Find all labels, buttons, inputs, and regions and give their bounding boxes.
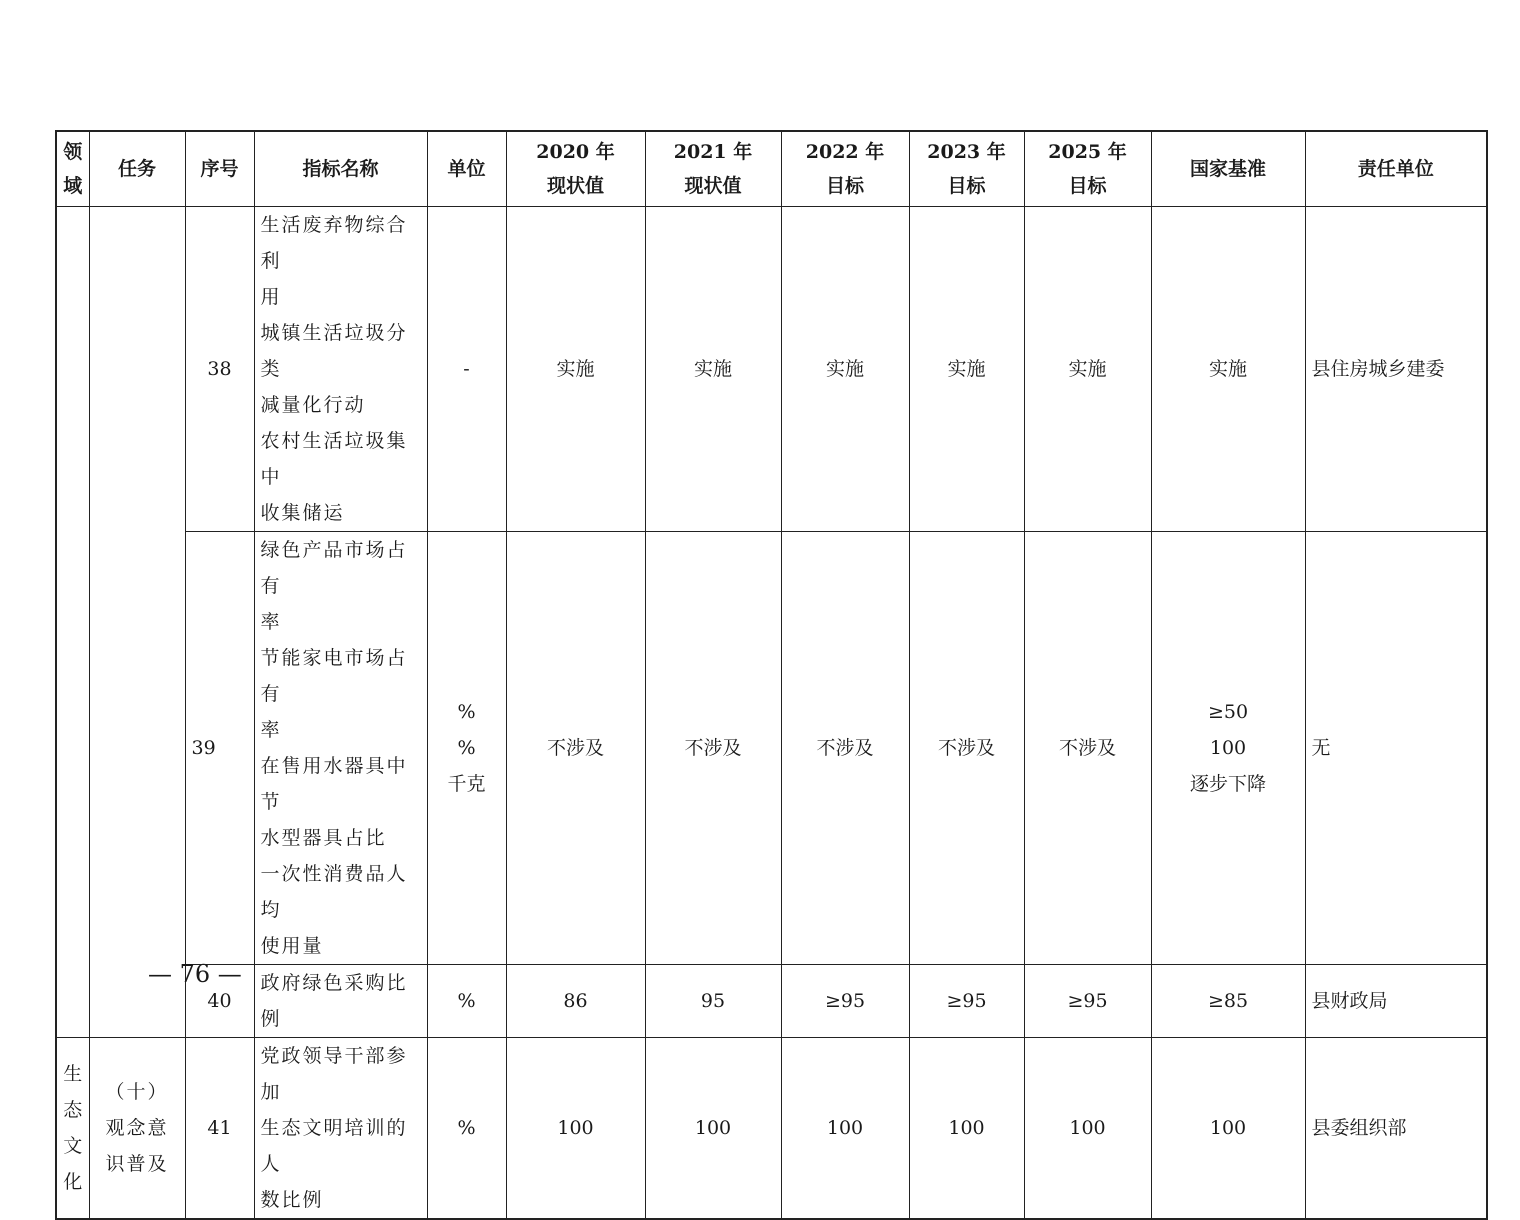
value-2021: 不涉及: [645, 531, 781, 964]
unit-cell: % % 千克: [427, 531, 506, 964]
indicator-name-cell: 绿色产品市场占有 率 节能家电市场占有 率 在售用水器具中节 水型器具占比 一次性消费品人均 使用量: [254, 531, 427, 964]
table-row: [56, 531, 1487, 964]
value-2022: 不涉及: [781, 531, 909, 964]
value-2020: 86: [506, 964, 645, 1037]
header-2020: 2020 年 现状值: [506, 131, 645, 206]
indicator-name-cell: 政府绿色采购比例: [254, 964, 427, 1037]
header-2021: 2021 年 现状值: [645, 131, 781, 206]
task-cell: （十） 观念意 识普及: [89, 1037, 185, 1219]
header-name: 指标名称: [254, 131, 427, 206]
header-2022: 2022 年 目标: [781, 131, 909, 206]
header-2025: 2025 年 目标: [1024, 131, 1151, 206]
unit-cell: %: [427, 964, 506, 1037]
unit-cell: -: [427, 206, 506, 531]
value-2023: 100: [909, 1037, 1024, 1219]
value-2020: 不涉及: [506, 531, 645, 964]
value-2025: ≥95: [1024, 964, 1151, 1037]
national-cell: 实施: [1151, 206, 1305, 531]
field-cell-empty: [56, 206, 89, 1037]
table-header-row: [56, 131, 1487, 206]
value-2022: ≥95: [781, 964, 909, 1037]
header-responsible: 责任单位: [1305, 131, 1487, 206]
header-seq: 序号: [185, 131, 254, 206]
table-row: [56, 964, 1487, 1037]
responsible-cell: 县财政局: [1305, 964, 1487, 1037]
header-task: 任务: [89, 131, 185, 206]
header-field: 领 域: [56, 131, 89, 206]
responsible-cell: 县委组织部: [1305, 1037, 1487, 1219]
value-2021: 95: [645, 964, 781, 1037]
indicator-name-cell: 生活废弃物综合利 用 城镇生活垃圾分类 减量化行动 农村生活垃圾集中 收集储运: [254, 206, 427, 531]
value-2021: 实施: [645, 206, 781, 531]
national-cell: ≥50 100 逐步下降: [1151, 531, 1305, 964]
indicator-name-cell: 党政领导干部参加 生态文明培训的人 数比例: [254, 1037, 427, 1219]
unit-cell: %: [427, 1037, 506, 1219]
header-unit: 单位: [427, 131, 506, 206]
value-2025: 不涉及: [1024, 531, 1151, 964]
value-2022: 实施: [781, 206, 909, 531]
national-cell: 100: [1151, 1037, 1305, 1219]
value-2025: 100: [1024, 1037, 1151, 1219]
indicator-table: [55, 130, 1488, 1220]
seq-cell: 38: [185, 206, 254, 531]
value-2025: 实施: [1024, 206, 1151, 531]
responsible-cell: 县住房城乡建委: [1305, 206, 1487, 531]
table-row: [56, 1037, 1487, 1219]
value-2023: 实施: [909, 206, 1024, 531]
table-row: [56, 206, 1487, 531]
value-2022: 100: [781, 1037, 909, 1219]
header-2023: 2023 年 目标: [909, 131, 1024, 206]
responsible-cell: 无: [1305, 531, 1487, 964]
seq-cell: 39: [185, 531, 254, 964]
seq-cell: 41: [185, 1037, 254, 1219]
value-2021: 100: [645, 1037, 781, 1219]
value-2023: 不涉及: [909, 531, 1024, 964]
seq-cell: 40: [185, 964, 254, 1037]
value-2023: ≥95: [909, 964, 1024, 1037]
national-cell: ≥85: [1151, 964, 1305, 1037]
task-cell-empty: [89, 206, 185, 1037]
header-national: 国家基准: [1151, 131, 1305, 206]
value-2020: 实施: [506, 206, 645, 531]
value-2020: 100: [506, 1037, 645, 1219]
page-number: — 76 —: [148, 960, 242, 988]
field-cell: 生 态 文 化: [56, 1037, 89, 1219]
